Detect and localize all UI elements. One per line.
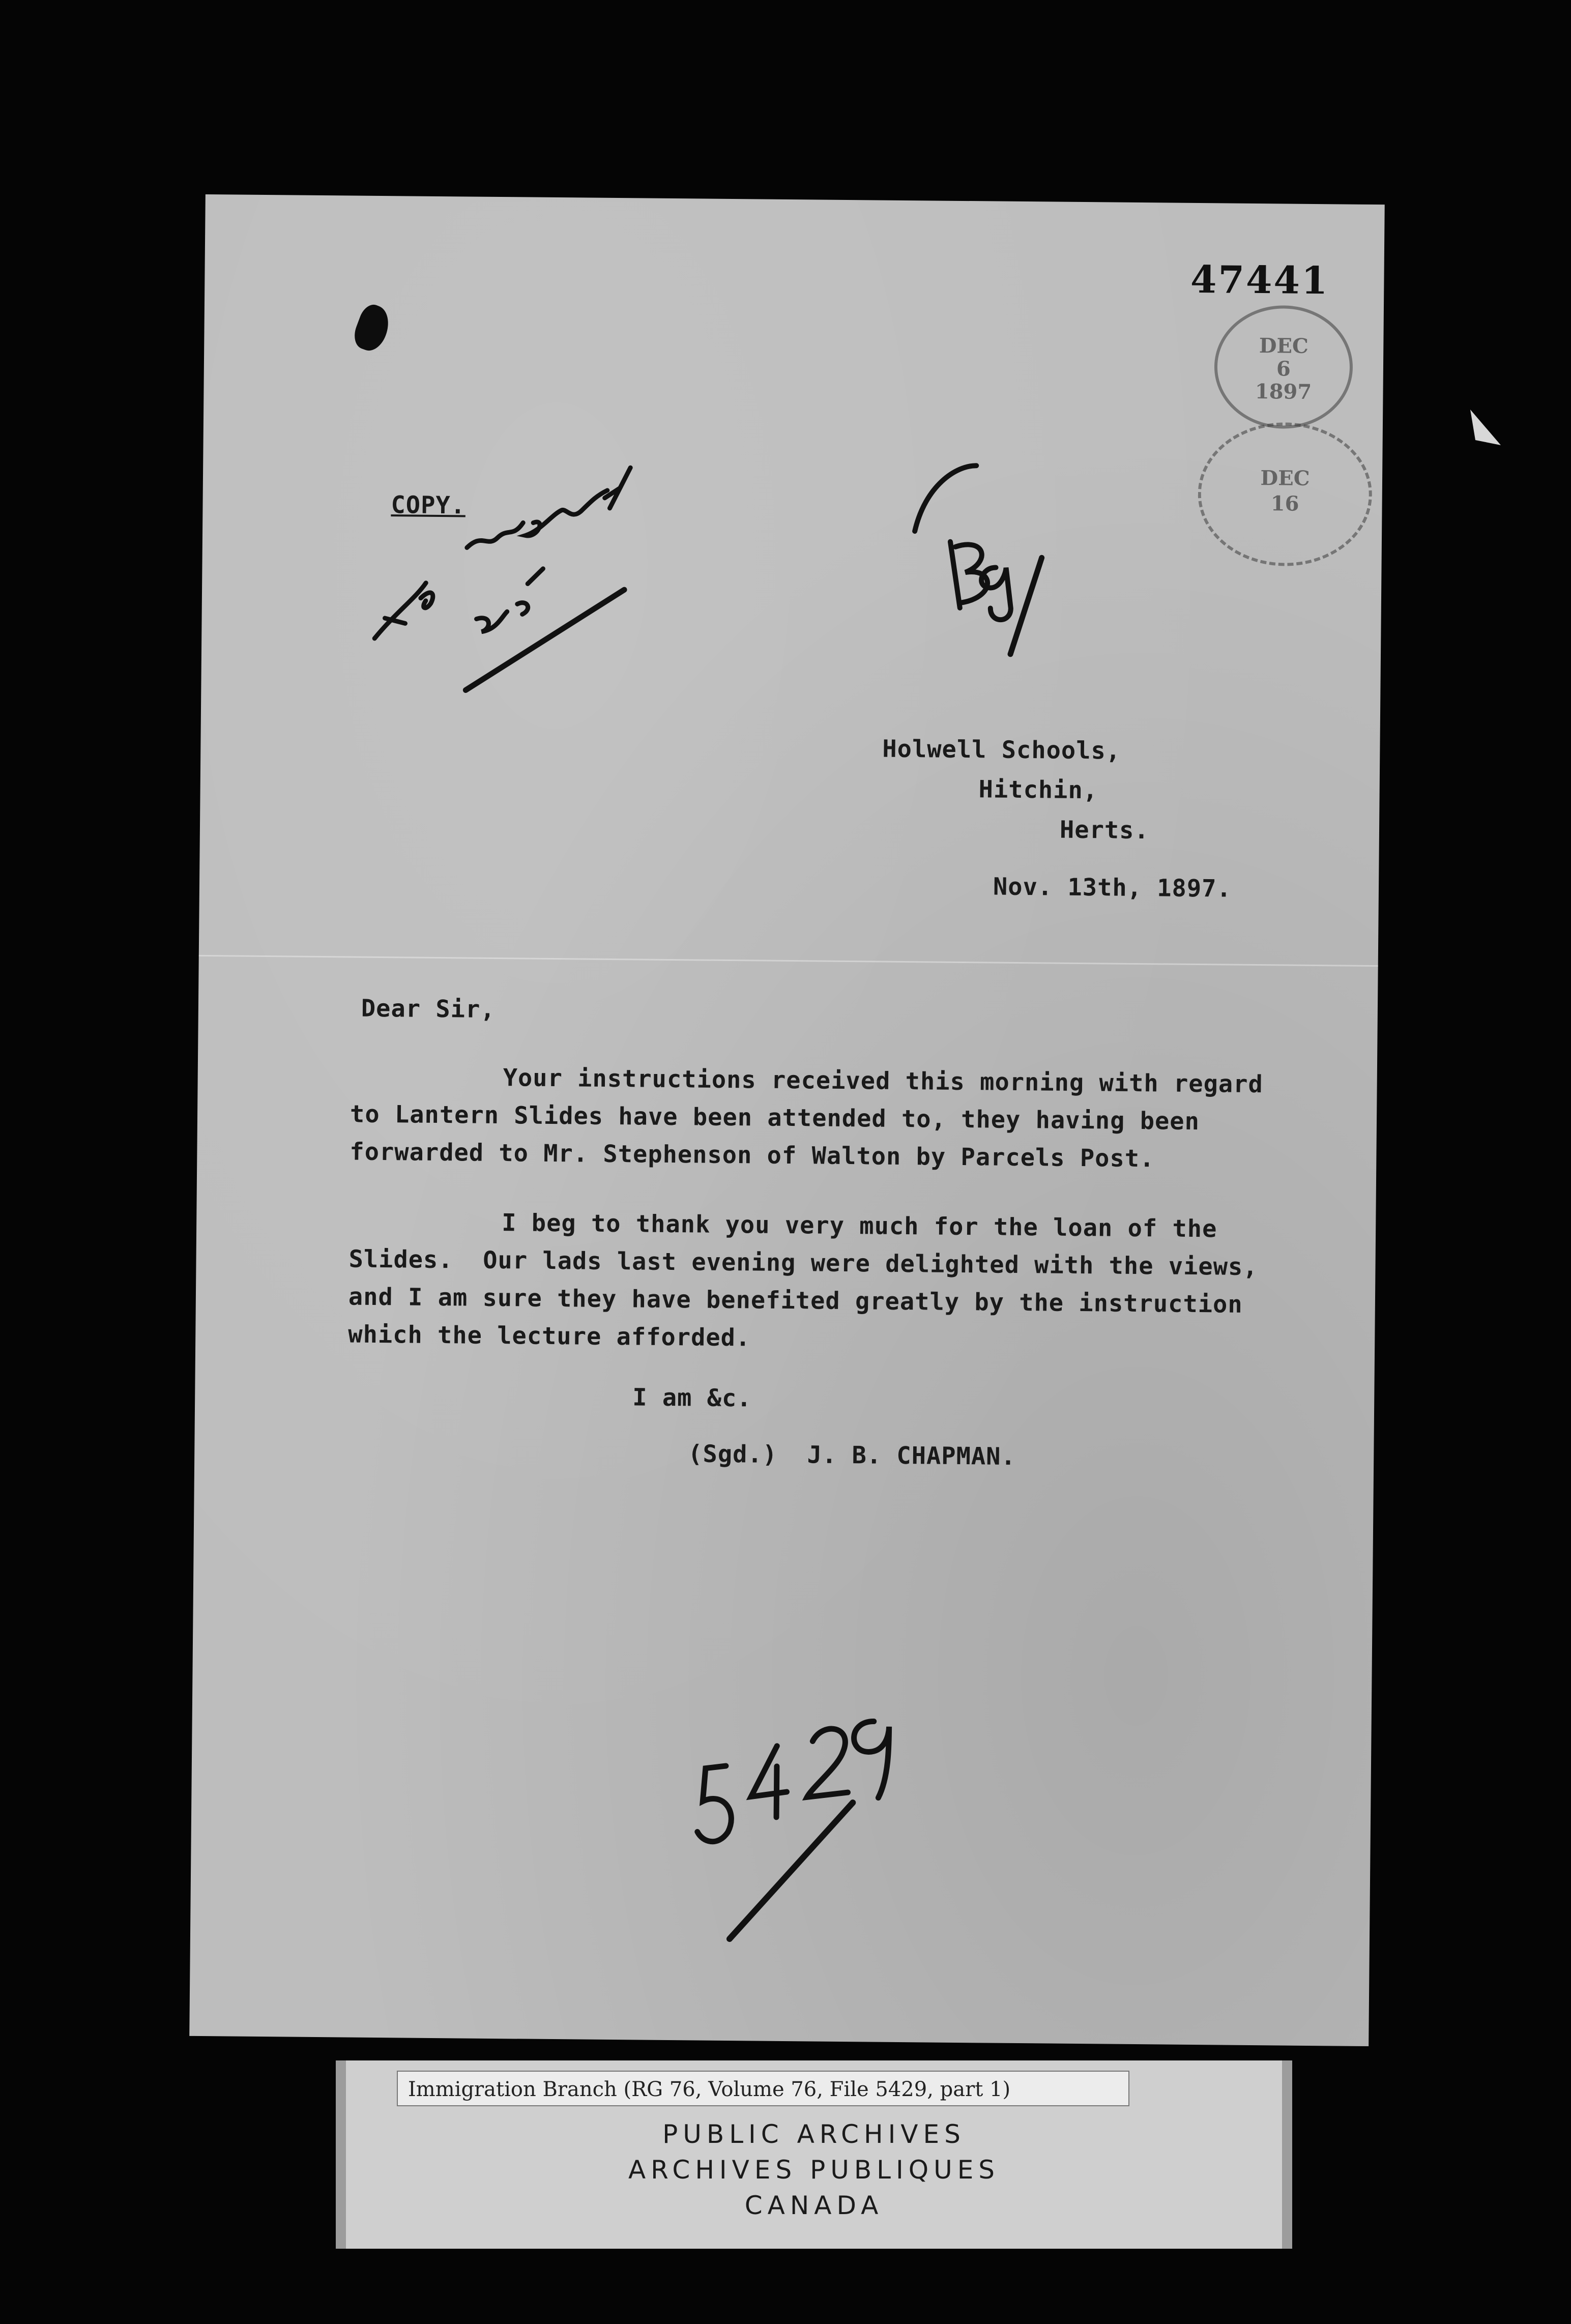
stamp-year: 1897 xyxy=(1255,379,1312,404)
handwritten-initials xyxy=(914,465,1042,654)
salutation: Dear Sir, xyxy=(361,994,496,1024)
address-line: Holwell Schools, xyxy=(882,735,1121,765)
ottawa-stamp xyxy=(1198,422,1373,567)
paragraph xyxy=(348,1203,1316,1362)
letter-date: Nov. 13th, 1897. xyxy=(993,873,1232,903)
paragraph-line: Slides. Our lads last evening were delighted with the views, xyxy=(348,1245,1258,1282)
received-stamp xyxy=(1214,305,1353,429)
stamp-day: 16 xyxy=(1270,491,1299,516)
paragraph-line: to Lantern Slides have been attended to, they having been xyxy=(350,1100,1200,1136)
handwritten-number xyxy=(696,1720,889,1940)
file-number: 47441 xyxy=(1190,257,1329,303)
archive-name xyxy=(346,2116,1282,2223)
stamp-day: 6 xyxy=(1276,357,1291,381)
sender-address xyxy=(882,730,1150,851)
letter-sheet xyxy=(189,194,1385,2046)
paragraph xyxy=(350,1058,1317,1180)
archive-line: ARCHIVES PUBLIQUES xyxy=(628,2155,1000,2185)
archive-reference: Immigration Branch (RG 76, Volume 76, File 5429, part 1) xyxy=(397,2071,1129,2106)
paragraph-line: which the lecture afforded. xyxy=(348,1320,751,1352)
archive-line: CANADA xyxy=(744,2191,884,2220)
paragraph-line: and I am sure they have benefited greatly by the instruction xyxy=(348,1283,1243,1319)
signature: (Sgd.) J. B. CHAPMAN. xyxy=(688,1440,1016,1471)
address-line: Hitchin, xyxy=(978,775,1098,805)
address-line: Herts. xyxy=(1059,816,1150,845)
fold-line xyxy=(199,955,1378,967)
copy-label: COPY. xyxy=(391,491,466,520)
paragraph-line: I beg to thank you very much for the loan of the xyxy=(501,1209,1217,1243)
archive-label xyxy=(336,2060,1292,2249)
closing: I am &c. xyxy=(632,1383,752,1413)
archive-line: PUBLIC ARCHIVES xyxy=(662,2119,966,2149)
paragraph-line: forwarded to Mr. Stephenson of Walton by Parcels Post. xyxy=(350,1138,1155,1173)
ink-blot xyxy=(350,301,395,355)
stamp-month: DEC xyxy=(1260,466,1310,490)
edge-marker-icon xyxy=(1465,404,1506,450)
paragraph-line: Your instructions received this morning with regard xyxy=(503,1064,1264,1099)
stamp-month: DEC xyxy=(1259,334,1309,358)
